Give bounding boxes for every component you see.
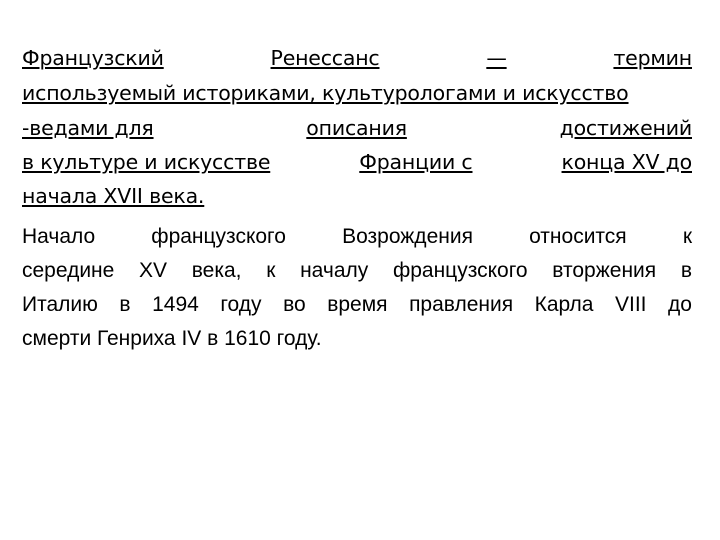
p2-word: вторжения bbox=[552, 259, 657, 282]
p1-word: конца XV до bbox=[561, 150, 692, 174]
p2-word: началу bbox=[300, 259, 369, 282]
p2-word: в bbox=[680, 259, 692, 282]
p1-line-2 bbox=[22, 81, 692, 105]
p2-word: французского bbox=[151, 225, 286, 248]
p2-word: году bbox=[220, 293, 262, 316]
p2-word: к bbox=[266, 259, 276, 282]
p2-word: Возрождения bbox=[342, 225, 473, 248]
p2-word: Начало bbox=[22, 225, 96, 248]
p2-word: середине bbox=[22, 259, 115, 282]
p1-word: — bbox=[486, 46, 507, 70]
p1-text: используемый историками, культурологами и искусство bbox=[22, 81, 629, 105]
p1-line-5 bbox=[22, 184, 692, 208]
p1-line-4 bbox=[22, 150, 692, 174]
p2-word: Италию bbox=[22, 293, 98, 316]
p1-word: Франции с bbox=[359, 150, 473, 174]
p2-word: Карла bbox=[534, 293, 594, 316]
p2-word: 1494 bbox=[152, 293, 199, 316]
p2-line-4 bbox=[22, 327, 692, 351]
p2-word: время bbox=[327, 293, 388, 316]
p1-text: начала XVII века. bbox=[22, 184, 205, 208]
p2-line-3 bbox=[22, 293, 692, 317]
p2-word: VIII bbox=[614, 293, 647, 316]
p1-word: Ренессанс bbox=[270, 46, 380, 70]
p2-word: во bbox=[283, 293, 306, 316]
p2-word: относится bbox=[529, 225, 627, 248]
p2-line-1 bbox=[22, 225, 692, 249]
p1-word: в культуре и искусстве bbox=[22, 150, 271, 174]
p1-word: -ведами для bbox=[22, 116, 154, 140]
p1-word: термин bbox=[613, 46, 692, 70]
p2-word: XV bbox=[139, 259, 168, 282]
p2-text: смерти Генриха IV в 1610 году. bbox=[22, 327, 322, 350]
p1-line-1 bbox=[22, 46, 692, 70]
p2-word: века, bbox=[191, 259, 242, 282]
p1-word: достижений bbox=[559, 116, 692, 140]
p2-word: французского bbox=[392, 259, 528, 282]
p2-word: правления bbox=[409, 293, 514, 316]
p1-word: Французский bbox=[22, 46, 164, 70]
p1-line-3 bbox=[22, 116, 692, 140]
p2-word: к bbox=[682, 225, 692, 248]
p2-line-2 bbox=[22, 259, 692, 283]
p2-word: в bbox=[119, 293, 131, 316]
p1-word: описания bbox=[306, 116, 407, 140]
p2-word: до bbox=[668, 293, 692, 316]
